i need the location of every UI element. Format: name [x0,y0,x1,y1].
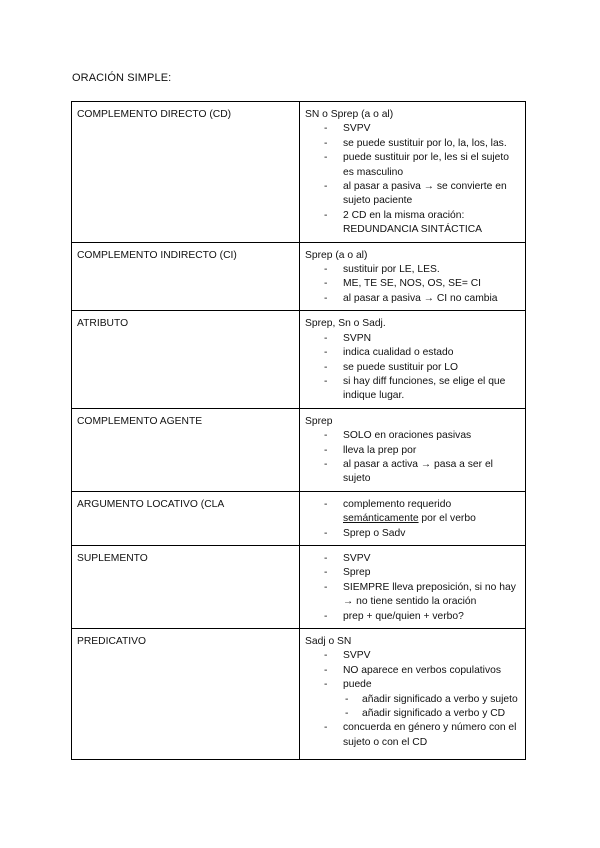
list-item: - NO aparece en verbos copulativos [319,664,521,678]
function-label: ARGUMENTO LOCATIVO (CLA [72,491,300,545]
list-item: - al pasar a pasiva → CI no cambia [319,292,521,306]
phrase-types: Sprep (a o al) [305,249,368,261]
list-item: - ME, TE SE, NOS, OS, SE= CI [319,277,521,291]
list-item: - se puede sustituir por LO [319,361,521,375]
bullet-list [305,263,521,306]
item-text: por el verbo [418,513,476,525]
sub-list [343,693,521,722]
function-label: COMPLEMENTO INDIRECTO (CI) [72,242,300,311]
bullet-list [305,649,521,750]
bullet-list [305,552,521,624]
function-label: PREDICATIVO [72,629,300,760]
function-label: COMPLEMENTO DIRECTO (CD) [72,102,300,243]
list-item: - SOLO en oraciones pasivas [319,429,521,443]
list-item: - SVPV [319,122,521,136]
list-item: - SVPN [319,332,521,346]
list-item: - si hay diff funciones, se elige el que indique lugar. [319,375,521,404]
table-row [72,408,526,491]
sub-list-item: - añadir significado a verbo y sujeto [345,693,521,707]
phrase-types: SN o Sprep (a o al) [305,109,394,120]
underlined-word: semánticamente [343,513,419,525]
table-row [72,629,526,760]
bullet-list [305,122,521,237]
phrase-types: Sadj o SN [305,636,352,647]
list-item: - concuerda en género y número con el sujeto o con el CD [319,721,521,750]
list-item: - indica cualidad o estado [319,346,521,360]
list-item: - al pasar a pasiva → se convierte en sujeto paciente [319,180,521,209]
list-item: - SVPV [319,552,521,566]
bullet-list [305,498,521,541]
phrase-types: Sprep, Sn o Sadj. [305,318,386,330]
list-item: - se puede sustituir por lo, la, los, las. [319,137,521,151]
table-row [72,545,526,628]
list-item: - prep + que/quien + verbo? [319,610,521,624]
list-item: - 2 CD en la misma oración: REDUNDANCIA SINTÁCTICA [319,209,521,238]
table-row [72,491,526,545]
list-item: - sustituir por LE, LES. [319,263,521,277]
function-description [300,242,526,311]
function-description [300,629,526,760]
page-title: ORACIÓN SIMPLE: [72,72,172,84]
function-label: ATRIBUTO [72,311,300,408]
function-description [300,102,526,243]
list-item [319,498,521,527]
grammar-table [71,101,526,760]
list-item: - SVPV [319,649,521,663]
list-item: - al pasar a activa → pasa a ser el sujeto [319,458,521,487]
list-item: - SIEMPRE lleva preposición, si no hay → no tiene sentido la oración [319,581,521,610]
item-text: puede [343,679,372,691]
bullet-list [305,332,521,404]
list-item: - lleva la prep por [319,444,521,458]
list-item: - puede sustituir por le, les si el sujeto es masculino [319,151,521,180]
function-label: COMPLEMENTO AGENTE [72,408,300,491]
item-text: complemento requerido [343,498,452,510]
function-label: SUPLEMENTO [72,545,300,628]
function-description [300,491,526,545]
function-description [300,408,526,491]
phrase-types: Sprep [305,415,333,427]
list-item: - Sprep o Sadv [319,527,521,541]
table-row [72,102,526,243]
table-row [72,242,526,311]
list-item: - Sprep [319,566,521,580]
list-item [319,678,521,721]
function-description [300,311,526,408]
sub-list-item: - añadir significado a verbo y CD [345,707,521,721]
function-description [300,545,526,628]
bullet-list [305,429,521,487]
table-row [72,311,526,408]
